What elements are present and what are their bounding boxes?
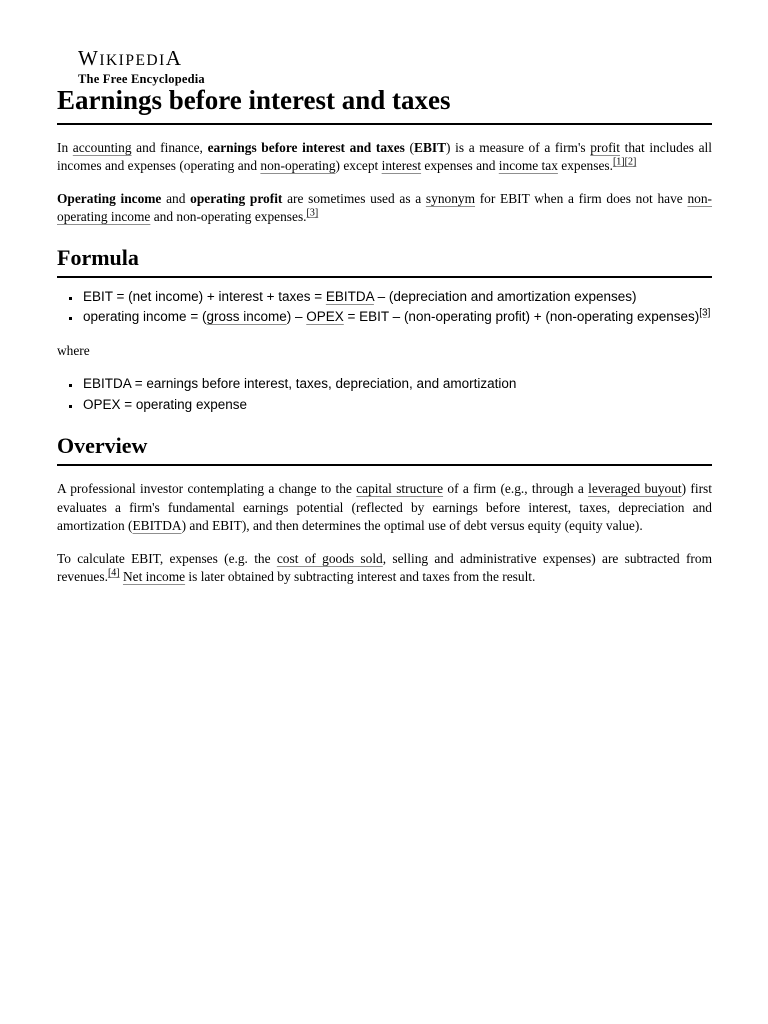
text-run: that includes all incomes and expenses (operating and [57, 140, 712, 174]
wiki-link[interactable]: accounting [72, 140, 132, 155]
text-run: and non-operating expenses. [150, 209, 307, 225]
wikipedia-logo-letter: A [165, 46, 183, 70]
wiki-link[interactable]: capital structure [356, 481, 444, 497]
section-heading-formula: Formula [57, 245, 712, 278]
text-run: ) first evaluates a firm's fundamental earnings potential (reflected by earnings before interest, taxes, depreciation and amortization ( [57, 481, 712, 534]
wiki-link[interactable]: interest [381, 158, 422, 174]
wiki-link[interactable]: gross income [206, 309, 287, 325]
wikipedia-logo [78, 47, 712, 72]
text-run: = EBIT – (non-operating profit) + (non-operating expenses) [343, 309, 700, 325]
text-run: for EBIT when a firm does not have [475, 190, 688, 206]
reference-link[interactable]: [3] [306, 207, 319, 219]
reference-link[interactable]: [4] [107, 567, 120, 579]
text-run: EBIT = (net income) + interest + taxes = [83, 288, 326, 304]
text-run: ) – [286, 309, 307, 325]
text-run: are sometimes used as a [282, 190, 426, 206]
text-run: of a firm (e.g., through a [443, 481, 589, 497]
definition-item [81, 395, 712, 416]
wiki-link[interactable]: non-operating income [57, 190, 712, 225]
wikipedia-header [57, 47, 712, 87]
text-run: – (depreciation and amortization expenses) [373, 288, 637, 304]
wiki-link[interactable]: Net income [122, 569, 186, 585]
text-run: ) is a measure of a firm's [446, 140, 591, 155]
wiki-link[interactable]: cost of goods sold [276, 550, 383, 566]
intro-paragraph-1 [57, 139, 712, 176]
text-run: and finance, [131, 140, 208, 155]
overview-paragraph-1 [57, 480, 712, 535]
wiki-link[interactable]: EBITDA [325, 288, 374, 304]
definitions-list [57, 374, 712, 415]
text-run: EBITDA = earnings before interest, taxes, depreciation, and amortization [83, 376, 517, 392]
text-run: To calculate EBIT, expenses (e.g. the [57, 550, 277, 566]
wiki-link[interactable]: OPEX [306, 309, 344, 325]
article-title: Earnings before interest and taxes [57, 84, 712, 125]
wiki-link[interactable]: leveraged buyout [588, 481, 682, 497]
wiki-link[interactable]: non-operating [260, 158, 336, 174]
bold-text: earnings before interest and taxes [207, 140, 405, 155]
bold-text: operating profit [190, 190, 283, 206]
text-run: ) except [335, 158, 382, 174]
formula-list [57, 287, 712, 328]
bold-text: Operating income [57, 190, 162, 206]
text-run: is later obtained by subtracting interest and taxes from the result. [185, 569, 536, 585]
text-run: expenses. [557, 158, 613, 174]
definition-item [81, 374, 712, 395]
text-run: A professional investor contemplating a change to the [57, 481, 357, 497]
text-run: , selling and administrative expenses) are subtracted from revenues. [57, 550, 712, 585]
section-heading-overview: Overview [57, 433, 712, 466]
reference-link[interactable]: [2] [624, 156, 637, 168]
wikipedia-logo-letters: IKIPEDI [99, 52, 166, 69]
text-run: and [161, 190, 191, 206]
wiki-link[interactable]: income tax [498, 158, 558, 174]
where-label: where [57, 342, 90, 358]
text-run: ( [404, 140, 415, 155]
page-content [57, 0, 712, 600]
text-run: In [57, 140, 73, 155]
wikipedia-logo-letter: W [78, 46, 100, 70]
text-run: OPEX = operating expense [83, 396, 247, 412]
bold-text: EBIT [414, 140, 447, 155]
formula-item [81, 307, 712, 328]
intro-paragraph-2 [57, 190, 712, 227]
overview-paragraph-2 [57, 550, 712, 587]
text-run: expenses and [421, 158, 499, 174]
reference-link[interactable]: [1] [612, 156, 625, 168]
wiki-link[interactable]: synonym [425, 190, 476, 206]
text-run: operating income = ( [83, 309, 207, 325]
wikipedia-tagline: The Free Encyclopedia [78, 72, 205, 86]
text-run: ) and EBIT), and then determines the optimal use of debt versus equity (equity value). [181, 518, 643, 534]
formula-item [81, 287, 712, 308]
wiki-link[interactable]: profit [590, 140, 620, 155]
reference-link[interactable]: [3] [699, 307, 711, 319]
wiki-link[interactable]: EBITDA [132, 518, 182, 534]
